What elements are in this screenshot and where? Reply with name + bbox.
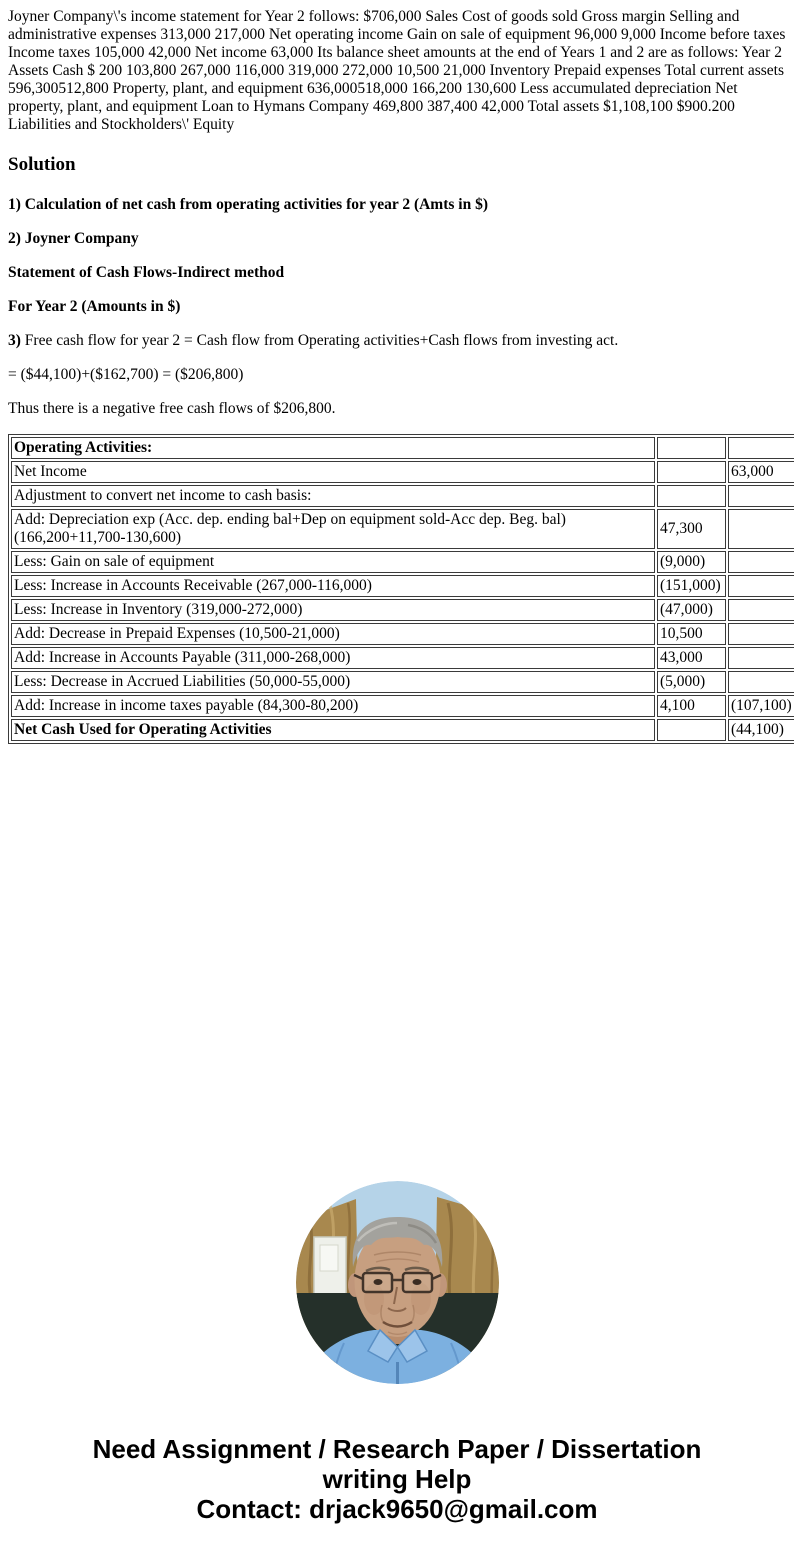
statement-title: Statement of Cash Flows-Indirect method bbox=[8, 264, 285, 281]
table-row bbox=[11, 719, 794, 741]
row-label: Less: Increase in Inventory (319,000-272,000) bbox=[11, 599, 655, 621]
footer-line-1: Need Assignment / Research Paper / Dissertation bbox=[92, 1434, 702, 1464]
period-line: For Year 2 (Amounts in $) bbox=[8, 298, 181, 315]
point-3-prefix: 3) bbox=[8, 332, 21, 349]
point-3-text: Free cash flow for year 2 = Cash flow from Operating activities+Cash flows from investing act. bbox=[20, 332, 619, 349]
row-label: Less: Gain on sale of equipment bbox=[11, 551, 655, 573]
row-label: Add: Increase in income taxes payable (84,300-80,200) bbox=[11, 695, 655, 717]
row-label: Adjustment to convert net income to cash basis: bbox=[11, 485, 655, 507]
row-amount: 10,500 bbox=[657, 623, 726, 645]
row-total bbox=[728, 575, 794, 597]
table-row bbox=[11, 575, 794, 597]
row-label: Operating Activities: bbox=[11, 437, 655, 459]
row-amount bbox=[657, 719, 726, 741]
row-amount: (5,000) bbox=[657, 671, 726, 693]
row-total: (107,100) bbox=[728, 695, 794, 717]
table-row bbox=[11, 437, 794, 459]
row-total bbox=[728, 647, 794, 669]
footer-banner bbox=[8, 1434, 786, 1551]
row-total bbox=[728, 671, 794, 693]
row-label: Less: Increase in Accounts Receivable (267,000-116,000) bbox=[11, 575, 655, 597]
solution-heading: Solution bbox=[8, 154, 76, 175]
calculation-line: = ($44,100)+($162,700) = ($206,800) bbox=[8, 366, 244, 383]
solution-point-2: 2) Joyner Company bbox=[8, 230, 139, 247]
profile-photo-section bbox=[8, 1181, 786, 1384]
table-row bbox=[11, 509, 794, 549]
cash-flow-table bbox=[8, 434, 794, 744]
row-amount bbox=[657, 461, 726, 483]
row-amount: 43,000 bbox=[657, 647, 726, 669]
row-total bbox=[728, 509, 794, 549]
row-total bbox=[728, 599, 794, 621]
row-amount: (151,000) bbox=[657, 575, 726, 597]
row-amount: 4,100 bbox=[657, 695, 726, 717]
row-total bbox=[728, 623, 794, 645]
row-amount bbox=[657, 485, 726, 507]
solution-point-1: 1) Calculation of net cash from operating activities for year 2 (Amts in $) bbox=[8, 196, 489, 213]
row-total bbox=[728, 437, 794, 459]
row-amount: 47,300 bbox=[657, 509, 726, 549]
table-row bbox=[11, 671, 794, 693]
row-total: 63,000 bbox=[728, 461, 794, 483]
table-row bbox=[11, 695, 794, 717]
footer-line-2: writing Help bbox=[322, 1464, 472, 1494]
row-label: Add: Decrease in Prepaid Expenses (10,500-21,000) bbox=[11, 623, 655, 645]
problem-statement: Joyner Company\'s income statement for Year 2 follows: $706,000 Sales Cost of goods sold Gross margin Selling and administrative expenses 313,000 217,000 Net operating income Gain on sale of equipment 96,000 9,000 Income before taxes Income taxes 105,000 42,000 Net income 63,000 Its balance sheet amounts at the end of Years 1 and 2 are as follows: Year 2 Assets Cash $ 200 103,800 267,000 116,000 319,000 272,000 10,500 21,000 Inventory Prepaid expenses Total current assets 596,300512,800 Property, plant, and equipment 636,000518,000 166,200 130,600 Less accumulated depreciation Net property, plant, and equipment Loan to Hymans Company 469,800 387,400 42,000 Total assets $1,108,100 $900.200 Liabilities and Stockholders\' Equity bbox=[8, 8, 786, 133]
row-label: Add: Depreciation exp (Acc. dep. ending bal+Dep on equipment sold-Acc dep. Beg. bal) (166,200+11,700-130,600) bbox=[11, 509, 655, 549]
row-amount bbox=[657, 437, 726, 459]
row-label: Net Cash Used for Operating Activities bbox=[11, 719, 655, 741]
row-total bbox=[728, 551, 794, 573]
row-label: Less: Decrease in Accrued Liabilities (50,000-55,000) bbox=[11, 671, 655, 693]
table-row bbox=[11, 647, 794, 669]
table-row bbox=[11, 623, 794, 645]
table-row bbox=[11, 485, 794, 507]
row-total bbox=[728, 485, 794, 507]
row-label: Add: Increase in Accounts Payable (311,000-268,000) bbox=[11, 647, 655, 669]
footer-contact-email: Contact: drjack9650@gmail.com bbox=[196, 1494, 598, 1524]
table-row bbox=[11, 599, 794, 621]
person-portrait-image bbox=[296, 1181, 499, 1384]
row-amount: (47,000) bbox=[657, 599, 726, 621]
row-total: (44,100) bbox=[728, 719, 794, 741]
row-amount: (9,000) bbox=[657, 551, 726, 573]
table-row bbox=[11, 461, 794, 483]
solution-point-3 bbox=[8, 332, 786, 350]
table-row bbox=[11, 551, 794, 573]
conclusion-line: Thus there is a negative free cash flows of $206,800. bbox=[8, 400, 336, 417]
row-label: Net Income bbox=[11, 461, 655, 483]
